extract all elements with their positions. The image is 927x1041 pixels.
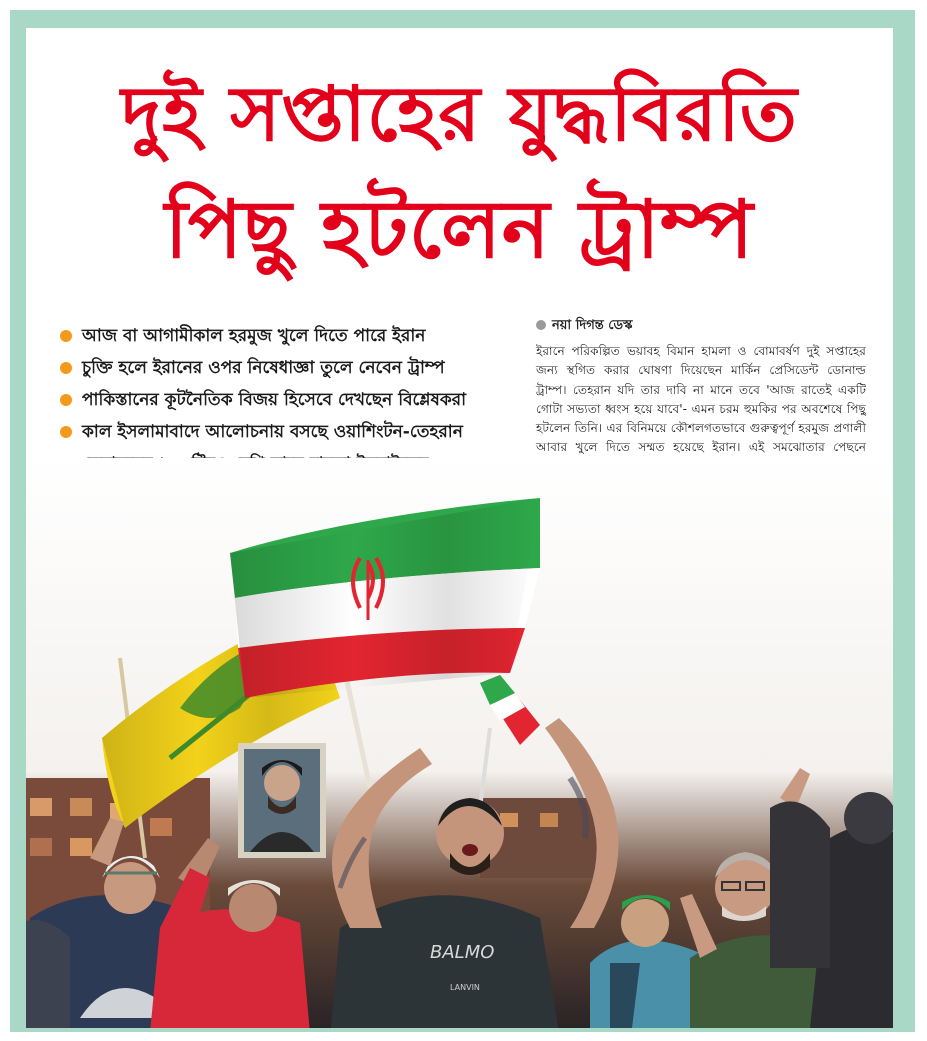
bullet-dot-icon	[60, 426, 72, 438]
key-points-list	[56, 320, 526, 480]
bullet-dot-icon	[60, 362, 72, 374]
bullet-dot-icon	[60, 394, 72, 406]
key-point: চুক্তি হলে ইরানের ওপর নিষেধাজ্ঞা তুলে নেবেন ট্রাম্প	[56, 352, 526, 384]
headline-line-1: দুই সপ্তাহের যুদ্ধবিরতি	[121, 69, 798, 158]
key-point: আজ বা আগামীকাল হরমুজ খুলে দিতে পারে ইরান	[56, 320, 526, 352]
key-point: পাকিস্তানের কূটনৈতিক বিজয় হিসেবে দেখছেন বিশ্লেষকরা	[56, 384, 526, 416]
portrait-placard	[238, 743, 326, 858]
article-paragraph-1: ইরানে পরিকল্পিত ভয়াবহ বিমান হামলা ও বোমাবর্ষণ দুই সপ্তাহের জন্য স্থগিত করার ঘোষণা দিয়েছেন মার্কিন প্রেসিডেন্ট ডোনাল্ড ট্রাম্প। তেহরান যদি তার দাবি না মানে তবে 'আজ রাতেই একটি গোটা সভ্যতা ধ্বংস হয়ে যাবে'- এমন চরম হুমকির পর অবশেষে পিছু হটলেন তিনি। এর বিনিময়ে কৌশলগতভাবে গুরুত্বপূর্ণ হরমুজ প্রণালী আবার খুলে দিতে সম্মত হয়েছে ইরান। এই সমঝোতার পেছনে	[536, 344, 866, 455]
crowd-photo	[26, 458, 893, 1028]
tshirt-sub: LANVIN	[450, 983, 480, 992]
byline-dot-icon	[536, 320, 546, 330]
headline-line-2: পিছু হটলেন ট্রাম্প	[164, 183, 755, 276]
bullet-dot-icon	[60, 330, 72, 342]
key-point: কাল ইসলামাবাদে আলোচনায় বসছে ওয়াশিংটন-তেহরান	[56, 416, 526, 448]
tshirt-brand: BALMO	[430, 942, 495, 963]
newspaper-page	[26, 28, 893, 1028]
byline: নয়া দিগন্ত ডেস্ক	[536, 316, 632, 337]
